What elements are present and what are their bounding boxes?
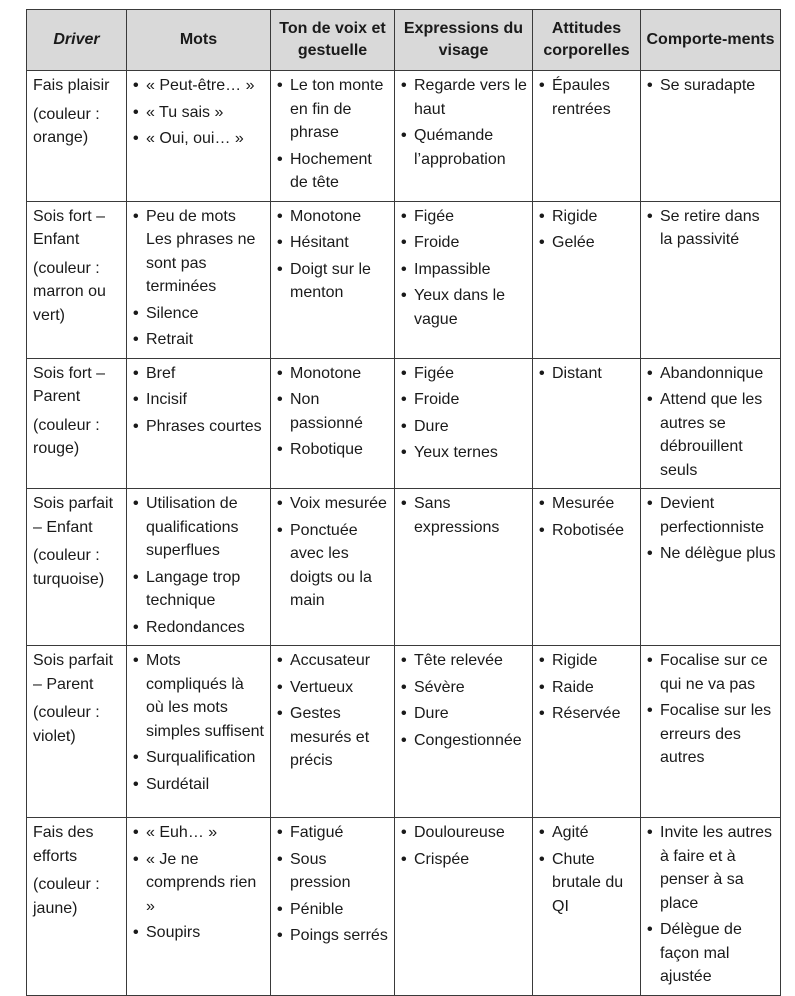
- bullet-list: [539, 649, 636, 726]
- bullet-list: [647, 74, 776, 98]
- list-item: • Robotisée: [539, 519, 636, 543]
- comportements-cell: [641, 646, 781, 818]
- list-item: • Incisif: [133, 388, 266, 412]
- list-item: • Yeux ternes: [401, 441, 528, 465]
- list-item: • « Tu sais »: [133, 101, 266, 125]
- list-item: • Chute brutale du QI: [539, 848, 636, 919]
- attitudes-cell: [533, 358, 641, 489]
- bullet-list: [401, 74, 528, 171]
- bullet-list: [277, 362, 390, 462]
- bullet-list: [133, 492, 266, 639]
- driver-name: Fais des efforts: [33, 824, 94, 865]
- list-item: • Figée: [401, 362, 528, 386]
- list-item: • Froide: [401, 231, 528, 255]
- list-item: • Focalise sur ce qui ne va pas: [647, 649, 776, 696]
- bullet-list: [539, 492, 636, 542]
- attitudes-cell: [533, 489, 641, 646]
- list-item: • Monotone: [277, 205, 390, 229]
- list-item: • Utilisation de qualifications superflues: [133, 492, 266, 563]
- list-item: • Sévère: [401, 676, 528, 700]
- list-item: • Dure: [401, 702, 528, 726]
- driver-name: Sois parfait – Parent: [33, 652, 114, 693]
- table-row: [27, 646, 781, 818]
- bullet-list: [277, 74, 390, 195]
- header-comportements: Comporte-ments: [641, 10, 781, 71]
- attitudes-cell: [533, 71, 641, 202]
- list-item: • Délègue de façon mal ajustée: [647, 918, 776, 989]
- list-item: • Monotone: [277, 362, 390, 386]
- driver-cell: [27, 489, 127, 646]
- header-row: [27, 10, 781, 71]
- list-item: • Fatigué: [277, 821, 390, 845]
- bullet-list: [539, 205, 636, 255]
- expressions-cell: [395, 201, 533, 358]
- list-item: • Agité: [539, 821, 636, 845]
- list-item: • Figée: [401, 205, 528, 229]
- list-item: • Rigide: [539, 649, 636, 673]
- driver-cell: [27, 646, 127, 818]
- bullet-list: [539, 362, 636, 386]
- bullet-list: [277, 492, 390, 613]
- bullet-list: [647, 205, 776, 252]
- list-item: • Soupirs: [133, 921, 266, 945]
- attitudes-cell: [533, 201, 641, 358]
- expressions-cell: [395, 489, 533, 646]
- list-item: • Raide: [539, 676, 636, 700]
- bullet-list: [401, 649, 528, 752]
- bullet-list: [401, 205, 528, 332]
- bullet-list: [647, 362, 776, 483]
- list-item: • Pénible: [277, 898, 390, 922]
- list-item: • « Oui, oui… »: [133, 127, 266, 151]
- list-item: • Sous pression: [277, 848, 390, 895]
- list-item: • « Peut-être… »: [133, 74, 266, 98]
- ton-cell: [271, 358, 395, 489]
- driver-color: (couleur : orange): [33, 105, 100, 146]
- expressions-cell: [395, 646, 533, 818]
- list-item: • Voix mesurée: [277, 492, 390, 516]
- list-item: • Se suradapte: [647, 74, 776, 98]
- list-item: • Redondances: [133, 616, 266, 640]
- list-item: • Gestes mesurés et précis: [277, 702, 390, 773]
- comportements-cell: [641, 489, 781, 646]
- bullet-list: [539, 821, 636, 918]
- mots-cell: [127, 358, 271, 489]
- table-row: [27, 358, 781, 489]
- list-item: • Regarde vers le haut: [401, 74, 528, 121]
- list-item: • Ne délègue plus: [647, 542, 776, 566]
- mots-cell: [127, 646, 271, 818]
- list-item: • Douloureuse: [401, 821, 528, 845]
- table-row: [27, 489, 781, 646]
- list-item: • « Je ne comprends rien »: [133, 848, 266, 919]
- driver-color: (couleur : violet): [33, 704, 100, 745]
- list-item: • Ponctuée avec les doigts ou la main: [277, 519, 390, 613]
- bullet-list: [133, 205, 266, 352]
- comportements-cell: [641, 71, 781, 202]
- list-item: • Impassible: [401, 258, 528, 282]
- table-body: [27, 71, 781, 996]
- bullet-list: [133, 821, 266, 945]
- list-item: • Langage trop technique: [133, 566, 266, 613]
- ton-cell: [271, 201, 395, 358]
- header-attitudes: Attitudes corporelles: [533, 10, 641, 71]
- driver-cell: [27, 818, 127, 996]
- list-item: • Invite les autres à faire et à penser à sa place: [647, 821, 776, 915]
- driver-name: Sois parfait – Enfant: [33, 495, 114, 536]
- list-item: • « Euh… »: [133, 821, 266, 845]
- list-item: • Le ton monte en fin de phrase: [277, 74, 390, 145]
- bullet-list: [277, 821, 390, 948]
- mots-cell: [127, 71, 271, 202]
- bullet-list: [277, 649, 390, 773]
- list-item: • Gelée: [539, 231, 636, 255]
- header-ton: Ton de voix et gestuelle: [271, 10, 395, 71]
- driver-color: (couleur : rouge): [33, 416, 100, 457]
- bullet-list: [133, 74, 266, 151]
- expressions-cell: [395, 818, 533, 996]
- ton-cell: [271, 818, 395, 996]
- bullet-list: [539, 74, 636, 121]
- list-item: • Hochement de tête: [277, 148, 390, 195]
- list-item: • Surqualification: [133, 746, 266, 770]
- mots-cell: [127, 201, 271, 358]
- mots-cell: [127, 818, 271, 996]
- header-expressions: Expressions du visage: [395, 10, 533, 71]
- driver-cell: [27, 201, 127, 358]
- list-item: • Yeux dans le vague: [401, 284, 528, 331]
- list-item: • Hésitant: [277, 231, 390, 255]
- list-item: • Distant: [539, 362, 636, 386]
- comportements-cell: [641, 818, 781, 996]
- list-item: • Focalise sur les erreurs des autres: [647, 699, 776, 770]
- list-item: • Se retire dans la passivité: [647, 205, 776, 252]
- bullet-list: [401, 492, 528, 539]
- bullet-list: [401, 821, 528, 871]
- header-driver: Driver: [27, 10, 127, 71]
- list-item: • Froide: [401, 388, 528, 412]
- list-item: • Accusateur: [277, 649, 390, 673]
- expressions-cell: [395, 358, 533, 489]
- list-item: • Surdétail: [133, 773, 266, 797]
- attitudes-cell: [533, 818, 641, 996]
- list-item: • Retrait: [133, 328, 266, 352]
- list-item: • Rigide: [539, 205, 636, 229]
- driver-color: (couleur : turquoise): [33, 547, 105, 588]
- list-item: • Crispée: [401, 848, 528, 872]
- bullet-list: [647, 821, 776, 989]
- bullet-list: [277, 205, 390, 305]
- bullet-list: [133, 362, 266, 439]
- driver-cell: [27, 358, 127, 489]
- list-item: • Abandonnique: [647, 362, 776, 386]
- list-item: • Épaules rentrées: [539, 74, 636, 121]
- comportements-cell: [641, 201, 781, 358]
- bullet-list: [133, 649, 266, 796]
- list-item: • Réservée: [539, 702, 636, 726]
- driver-name: Fais plaisir: [33, 77, 110, 94]
- list-item: • Mots compliqués là où les mots simples suffisent: [133, 649, 266, 743]
- mots-cell: [127, 489, 271, 646]
- list-item: • Quémande l’approbation: [401, 124, 528, 171]
- list-item: • Robotique: [277, 438, 390, 462]
- driver-cell: [27, 71, 127, 202]
- table-row: [27, 201, 781, 358]
- list-item: • Congestionnée: [401, 729, 528, 753]
- ton-cell: [271, 71, 395, 202]
- driver-color: (couleur : jaune): [33, 876, 100, 917]
- bullet-list: [647, 492, 776, 566]
- driver-color: (couleur : marron ou vert): [33, 259, 106, 324]
- list-item: • Sans expressions: [401, 492, 528, 539]
- driver-name: Sois fort – Enfant: [33, 207, 106, 248]
- list-item: • Tête relevée: [401, 649, 528, 673]
- list-item: • Dure: [401, 415, 528, 439]
- list-item: • Vertueux: [277, 676, 390, 700]
- list-item: • Poings serrés: [277, 924, 390, 948]
- bullet-list: [401, 362, 528, 465]
- list-item: • Bref: [133, 362, 266, 386]
- expressions-cell: [395, 71, 533, 202]
- list-item: • Phrases courtes: [133, 415, 266, 439]
- driver-name: Sois fort – Parent: [33, 364, 106, 405]
- list-item: • Non passionné: [277, 388, 390, 435]
- list-item: • Attend que les autres se débrouillent seuls: [647, 388, 776, 482]
- list-item: • Peu de mots Les phrases ne sont pas terminées: [133, 205, 266, 299]
- list-item: • Doigt sur le menton: [277, 258, 390, 305]
- list-item: • Devient perfectionniste: [647, 492, 776, 539]
- table-row: [27, 818, 781, 996]
- ton-cell: [271, 646, 395, 818]
- bullet-list: [647, 649, 776, 770]
- ton-cell: [271, 489, 395, 646]
- attitudes-cell: [533, 646, 641, 818]
- drivers-table: [26, 9, 781, 996]
- list-item: • Mesurée: [539, 492, 636, 516]
- header-mots: Mots: [127, 10, 271, 71]
- list-item: • Silence: [133, 302, 266, 326]
- table-row: [27, 71, 781, 202]
- comportements-cell: [641, 358, 781, 489]
